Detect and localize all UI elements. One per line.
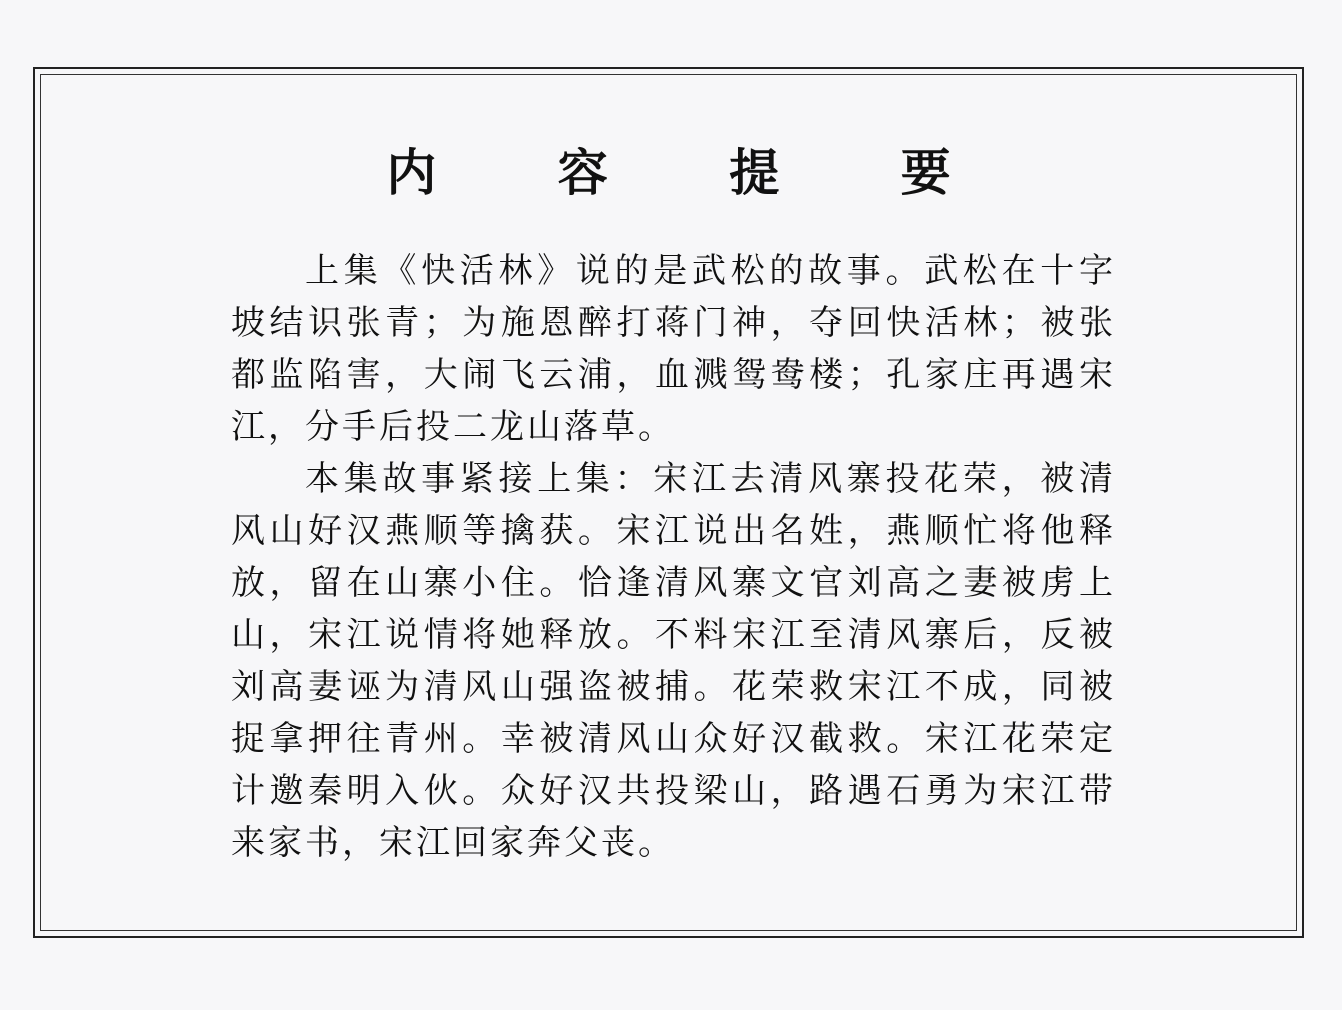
outer-border-frame [33, 67, 1304, 938]
inner-border-frame [40, 74, 1297, 931]
paragraph-current-volume: 本集故事紧接上集：宋江去清风寨投花荣，被清风山好汉燕顺等擒获。宋江说出名姓，燕顺忙将他释放，留在山寨小住。恰逢清风寨文官刘高之妻被虏上山，宋江说情将她释放。不料宋江至清风寨后，反被刘高妻诬为清风山强盗被捕。花荣救宋江不成，同被捉拿押往青州。幸被清风山众好汉截救。宋江花荣定计邀秦明入伙。众好汉共投梁山，路遇石勇为宋江带来家书，宋江回家奔父丧。 [231, 459, 1116, 863]
summary-body [231, 245, 1116, 869]
page-title: 内 容 提 要 [386, 144, 1003, 202]
paragraph-previous-volume: 上集《快活林》说的是武松的故事。武松在十字坡结识张青；为施恩醉打蒋门神，夺回快活林；被张都监陷害，大闹飞云浦，血溅鸳鸯楼；孔家庄再遇宋江，分手后投二龙山落草。 [231, 251, 1116, 447]
